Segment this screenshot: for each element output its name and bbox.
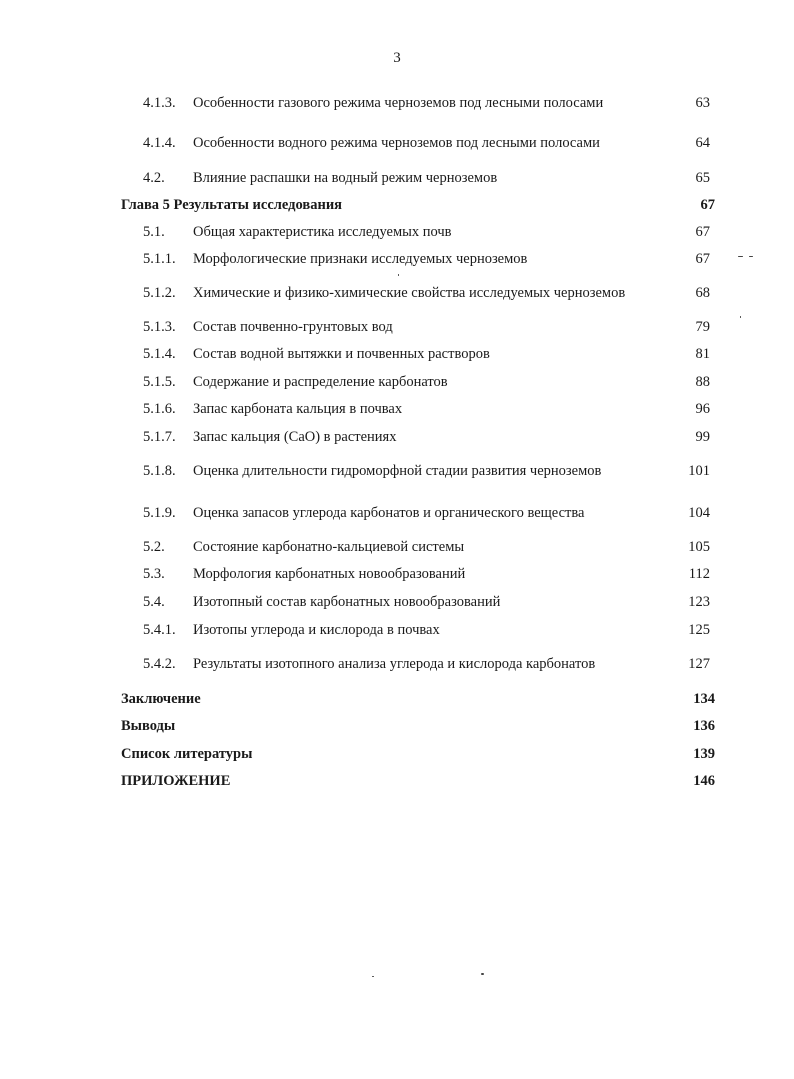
toc-row	[0, 653, 794, 675]
toc-number: 5.1.4.	[143, 346, 176, 362]
toc-title: Изотопы углерода и кислорода в почвах	[193, 622, 440, 638]
toc-number: 5.2.	[143, 539, 165, 555]
toc-title: Особенности газового режима черноземов под лесными полосами	[193, 95, 604, 111]
toc-row	[0, 398, 794, 420]
toc-row	[0, 248, 794, 270]
scan-speck	[749, 256, 753, 257]
toc-page: 68	[695, 285, 710, 301]
toc-page: 101	[688, 463, 710, 479]
toc-title: Состав почвенно-грунтовых вод	[193, 319, 393, 335]
toc-section-row	[0, 743, 794, 765]
toc-page: 63	[695, 95, 710, 111]
toc-number: 5.1.1.	[143, 251, 176, 267]
toc-number: 4.1.3.	[143, 95, 176, 111]
toc-page: 123	[688, 594, 710, 610]
toc-page: 136	[693, 718, 715, 734]
toc-page: 112	[688, 566, 710, 582]
scan-speck	[481, 973, 484, 975]
toc-page: 134	[693, 691, 715, 707]
toc-row	[0, 460, 794, 482]
toc-page: 146	[693, 773, 715, 789]
scan-speck	[738, 256, 743, 257]
toc-number: 5.3.	[143, 566, 165, 582]
toc-row	[0, 371, 794, 393]
toc-title: Запас кальция (CaO) в растениях	[193, 429, 397, 445]
toc-page: 67	[695, 251, 710, 267]
toc-section-row	[0, 688, 794, 710]
toc-number: 5.1.7.	[143, 429, 176, 445]
toc-row	[0, 343, 794, 365]
toc-page: 65	[695, 170, 710, 186]
toc-row	[0, 591, 794, 613]
toc-row	[0, 132, 794, 154]
toc-page: 81	[695, 346, 710, 362]
toc-number: 5.1.6.	[143, 401, 176, 417]
toc-title: Оценка запасов углерода карбонатов и органического вещества	[193, 505, 585, 521]
toc-number: 5.4.	[143, 594, 165, 610]
toc-row	[0, 536, 794, 558]
toc-number: 5.1.5.	[143, 374, 176, 390]
toc-page: 99	[695, 429, 710, 445]
toc-title: Содержание и распределение карбонатов	[193, 374, 448, 390]
toc-number: 5.1.9.	[143, 505, 176, 521]
scan-speck	[372, 976, 374, 977]
toc-title: Химические и физико-химические свойства исследуемых черноземов	[193, 285, 626, 301]
toc-number: 5.1.8.	[143, 463, 176, 479]
toc-title: Морфология карбонатных новообразований	[193, 566, 466, 582]
toc-row	[0, 619, 794, 641]
toc-row	[0, 502, 794, 524]
toc-row	[0, 282, 794, 304]
toc-section-row	[0, 715, 794, 737]
toc-row	[0, 167, 794, 189]
toc-page: 96	[695, 401, 710, 417]
toc-number: 5.1.3.	[143, 319, 176, 335]
toc-number: 5.1.	[143, 224, 165, 240]
toc-page: 105	[688, 539, 710, 555]
toc-title: Морфологические признаки исследуемых черноземов	[193, 251, 528, 267]
toc-page: 104	[688, 505, 710, 521]
toc-number: 5.4.1.	[143, 622, 176, 638]
toc-page: 67	[695, 224, 710, 240]
toc-row	[0, 563, 794, 585]
toc-page: 79	[695, 319, 710, 335]
toc-number: 4.1.4.	[143, 135, 176, 151]
toc-page: 127	[688, 656, 710, 672]
toc-title: Оценка длительности гидроморфной стадии развития черноземов	[193, 463, 602, 479]
toc-chapter-title: Глава 5 Результаты исследования	[121, 197, 343, 213]
toc-title: Общая характеристика исследуемых почв	[193, 224, 452, 240]
toc-row	[0, 316, 794, 338]
toc-number: 4.2.	[143, 170, 165, 186]
toc-section-row	[0, 770, 794, 792]
toc-title: Состав водной вытяжки и почвенных растворов	[193, 346, 490, 362]
toc-title: Особенности водного режима черноземов под лесными полосами	[193, 135, 600, 151]
toc-section-title: Заключение	[121, 691, 201, 707]
toc-page: 139	[693, 746, 715, 762]
toc-page: 125	[688, 622, 710, 638]
toc-section-title: ПРИЛОЖЕНИЕ	[121, 773, 231, 789]
toc-row	[0, 221, 794, 243]
toc-title: Результаты изотопного анализа углерода и кислорода карбонатов	[193, 656, 596, 672]
toc-number: 5.1.2.	[143, 285, 176, 301]
toc-chapter-row	[0, 194, 794, 216]
toc-section-title: Список литературы	[121, 746, 253, 762]
toc-title: Запас карбоната кальция в почвах	[193, 401, 403, 417]
toc-row	[0, 92, 794, 114]
toc-section-title: Выводы	[121, 718, 176, 734]
page-number: 3	[393, 50, 401, 66]
scan-speck	[740, 316, 741, 318]
toc-number: 5.4.2.	[143, 656, 176, 672]
toc-page: 67	[700, 197, 715, 213]
toc-page: 88	[695, 374, 710, 390]
toc-title: Влияние распашки на водный режим черноземов	[193, 170, 498, 186]
toc-title: Изотопный состав карбонатных новообразований	[193, 594, 501, 610]
toc-title: Состояние карбонатно-кальциевой системы	[193, 539, 465, 555]
toc-page: 64	[695, 135, 710, 151]
scan-speck	[398, 274, 399, 276]
toc-row	[0, 426, 794, 448]
